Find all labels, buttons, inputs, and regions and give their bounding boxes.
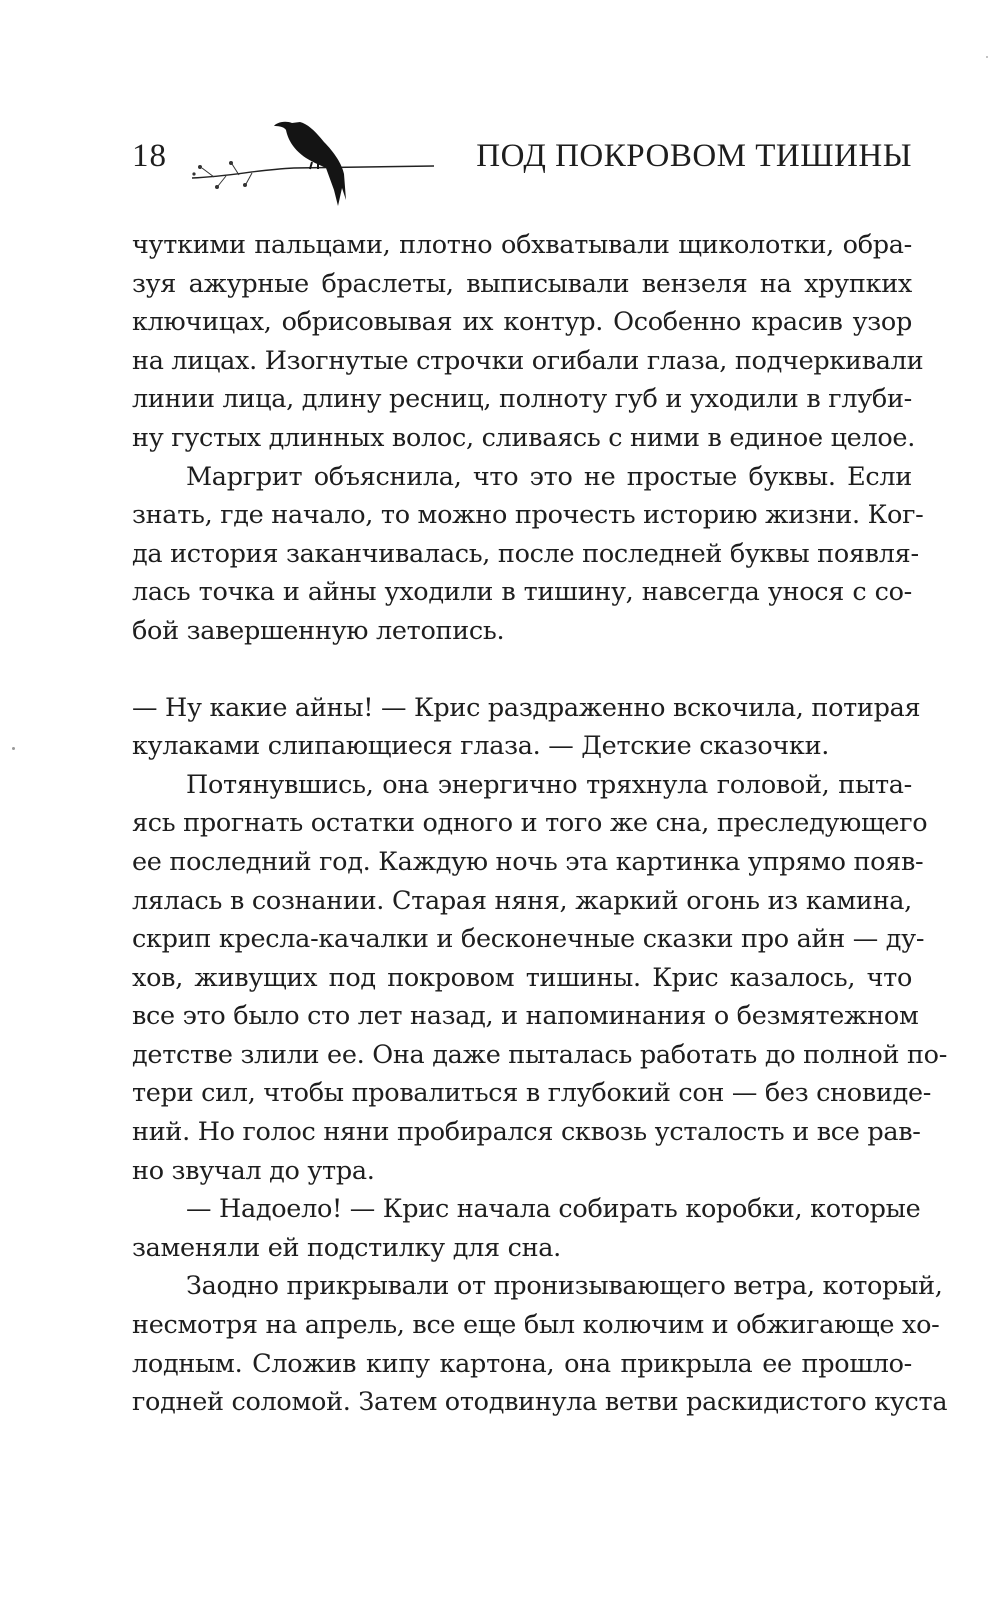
margin-speck xyxy=(986,56,988,58)
text-line: хов, живущих под покровом тишины. Крис казалось, что xyxy=(132,962,912,993)
text-line: ну густых длинных волос, сливаясь с ними в единое целое. xyxy=(132,422,916,453)
text-line: несмотря на апрель, все еще был колючим и обжигающе хо- xyxy=(132,1310,940,1341)
text-line: Маргрит объяснила, что это не простые буквы. Если xyxy=(186,461,912,492)
text-line: — Надоело! — Крис начала собирать коробки, которые xyxy=(186,1194,921,1225)
body-text xyxy=(132,226,948,1422)
text-line: лодным. Сложив кипу картона, она прикрыла ее прошло- xyxy=(132,1348,912,1379)
book-title: ПОД ПОКРОВОМ ТИШИНЫ xyxy=(476,138,912,174)
text-line: скрип кресла-качалки и бесконечные сказки про айн — ду- xyxy=(132,924,925,955)
text-line: тери сил, чтобы провалиться в глубокий сон — без сновиде- xyxy=(132,1078,932,1109)
section-break xyxy=(132,651,912,689)
text-line: ключицах, обрисовывая их контур. Особенно красив узор xyxy=(132,307,912,338)
page-number: 18 xyxy=(132,138,167,174)
text-line: на лицах. Изогнутые строчки огибали глаза, подчеркивали xyxy=(132,345,924,376)
text-line: лась точка и айны уходили в тишину, навсегда унося с со- xyxy=(132,577,912,608)
text-line: детстве злили ее. Она даже пыталась работать до полной по- xyxy=(132,1039,948,1070)
text-line: бой завершенную летопись. xyxy=(132,615,505,646)
text-line: Потянувшись, она энергично тряхнула головой, пыта- xyxy=(186,769,912,800)
text-line: все это было сто лет назад, и напоминания о безмятежном xyxy=(132,1001,919,1032)
text-line: ясь прогнать остатки одного и того же сна, преследующего xyxy=(132,808,928,839)
text-line: чуткими пальцами, плотно обхватывали щиколотки, обра- xyxy=(132,230,912,260)
text-line: ний. Но голос няни пробирался сквозь усталость и все рав- xyxy=(132,1117,921,1148)
text-line: да история заканчивалась, после последней буквы появля- xyxy=(132,538,919,569)
text-line: знать, где начало, то можно прочесть историю жизни. Ког- xyxy=(132,500,924,531)
text-line: заменяли ей подстилку для сна. xyxy=(132,1232,561,1263)
text-line: зуя ажурные браслеты, выписывали вензеля на хрупких xyxy=(132,268,912,299)
text-line: но звучал до утра. xyxy=(132,1155,375,1186)
text-line: кулаками слипающиеся глаза. — Детские сказочки. xyxy=(132,731,830,762)
text-line: Заодно прикрывали от пронизывающего ветра, который, xyxy=(186,1271,943,1302)
running-head xyxy=(132,128,912,188)
text-line: ее последний год. Каждую ночь эта картинка упрямо появ- xyxy=(132,846,924,877)
text-line: линии лица, длину ресниц, полноту губ и уходили в глуби- xyxy=(132,384,912,415)
text-line: лялась в сознании. Старая няня, жаркий огонь из камина, xyxy=(132,885,912,916)
text-line: годней соломой. Затем отодвинула ветви раскидистого куста xyxy=(132,1387,948,1418)
crow-on-branch-icon xyxy=(184,78,524,218)
text-line: — Ну какие айны! — Крис раздраженно вскочила, потирая xyxy=(132,692,921,723)
margin-speck xyxy=(12,747,15,750)
